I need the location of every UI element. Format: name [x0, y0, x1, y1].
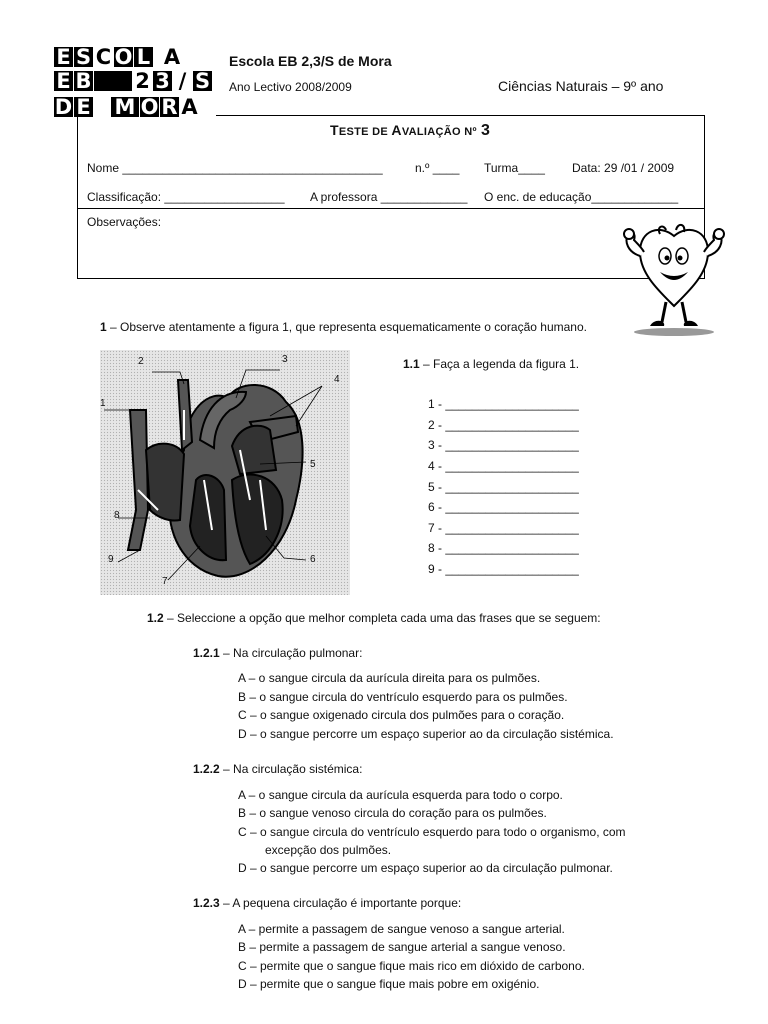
logo-letter: R	[161, 95, 178, 119]
grade-label: Classificação:	[87, 190, 162, 204]
option-b[interactable]: B – o sangue venoso circula do coração para os pulmões.	[238, 806, 547, 820]
logo-letter: C	[95, 45, 112, 69]
legend-line-8[interactable]: 8 - ____________________	[428, 541, 579, 555]
logo-letter: D	[54, 95, 73, 119]
question-1-1	[403, 357, 579, 371]
legend-line-4[interactable]: 4 - ____________________	[428, 459, 579, 473]
question-text: – Na circulação pulmonar:	[219, 646, 363, 660]
option-d[interactable]: D – o sangue percorre um espaço superior ao da circulação sistémica.	[238, 727, 614, 741]
figure-label-6: 6	[310, 554, 316, 565]
question-number: 1	[100, 320, 107, 334]
logo-letter: M	[111, 97, 139, 117]
legend-line-7[interactable]: 7 - ____________________	[428, 521, 579, 535]
option-b[interactable]: B – o sangue circula do ventrículo esquerdo para os pulmões.	[238, 690, 568, 704]
guardian-field[interactable]: O enc. de educação_____________	[484, 190, 679, 204]
question-1-2-2	[193, 762, 362, 776]
figure-label-1: 1	[100, 398, 106, 409]
logo-letter: A	[154, 47, 190, 67]
grade-blank: __________________	[161, 190, 285, 204]
option-a[interactable]: A – o sangue circula da aurícula esquerda para todo o corpo.	[238, 788, 563, 802]
question-number: 1.2.1	[193, 646, 220, 660]
legend-line-1[interactable]: 1 - ____________________	[428, 397, 579, 411]
option-c-continuation: excepção dos pulmões.	[265, 843, 392, 857]
title-part: º	[472, 126, 477, 138]
question-1-2	[147, 611, 601, 625]
option-b[interactable]: B – permite a passagem de sangue arterial a sangue venoso.	[238, 940, 566, 954]
heart-mascot-icon	[620, 222, 728, 340]
test-title	[330, 122, 490, 140]
date-field: Data: 29 /01 / 2009	[572, 161, 675, 175]
figure-label-5: 5	[310, 459, 316, 470]
question-1-2-1	[193, 646, 362, 660]
heart-figure	[100, 350, 350, 595]
option-c[interactable]: C – permite que o sangue fique mais rico em dióxido de carbono.	[238, 959, 585, 973]
number-field[interactable]: n.º ____	[415, 161, 460, 175]
teacher-field[interactable]: A professora _____________	[310, 190, 468, 204]
figure-label-9: 9	[108, 554, 114, 565]
option-d[interactable]: D – permite que o sangue fique mais pobre em oxigénio.	[238, 977, 540, 991]
legend-line-9[interactable]: 9 - ____________________	[428, 562, 579, 576]
title-part: ESTE DE	[338, 126, 392, 138]
option-c[interactable]: C – o sangue oxigenado circula dos pulmões para o coração.	[238, 708, 565, 722]
logo-letter: L	[134, 47, 153, 67]
question-number: 1.1	[403, 357, 420, 371]
question-text: – Faça a legenda da figura 1.	[419, 357, 580, 371]
logo-row-3	[54, 97, 200, 117]
logo-letter: B	[75, 69, 92, 93]
test-number: 3	[480, 122, 491, 139]
logo-letter: E	[54, 47, 73, 67]
observations-label: Observações:	[87, 215, 162, 229]
question-text: – A pequena circulação é importante porque:	[219, 896, 462, 910]
question-number: 1.2	[147, 611, 164, 625]
school-year: Ano Lectivo 2008/2009	[229, 80, 352, 94]
option-c[interactable]: C – o sangue circula do ventrículo esquerdo para todo o organismo, com	[238, 825, 626, 839]
logo-letter: 3	[153, 71, 172, 91]
logo-letter: E	[54, 71, 73, 91]
legend-line-2[interactable]: 2 - ____________________	[428, 418, 579, 432]
school-name: Escola EB 2,3/S de Mora	[229, 53, 392, 69]
class-field[interactable]: Turma____	[484, 161, 545, 175]
figure-label-4: 4	[334, 374, 340, 385]
box-divider	[77, 208, 705, 209]
title-part: VALIAÇÃO N	[401, 126, 473, 138]
question-1	[100, 320, 587, 334]
logo-letter: O	[114, 45, 133, 69]
logo-row-2	[54, 71, 213, 91]
logo-letter: E	[74, 97, 93, 117]
logo-letter: 2	[133, 71, 152, 91]
question-text: – Observe atentamente a figura 1, que representa esquematicamente o coração humano.	[106, 320, 587, 334]
question-text: – Seleccione a opção que melhor completa cada uma das frases que se seguem:	[163, 611, 601, 625]
figure-label-8: 8	[114, 510, 120, 521]
legend-line-3[interactable]: 3 - ____________________	[428, 438, 579, 452]
option-a[interactable]: A – o sangue circula da aurícula direita para os pulmões.	[238, 671, 541, 685]
figure-label-2: 2	[138, 356, 144, 367]
subject-title: Ciências Naturais – 9º ano	[498, 78, 664, 94]
question-1-2-3	[193, 896, 461, 910]
question-text: – Na circulação sistémica:	[219, 762, 363, 776]
option-d[interactable]: D – o sangue percorre um espaço superior ao da circulação pulmonar.	[238, 861, 613, 875]
logo-letter: O	[140, 95, 159, 119]
legend-line-6[interactable]: 6 - ____________________	[428, 500, 579, 514]
logo-letter: S	[194, 69, 211, 93]
name-field[interactable]: Nome _______________________________________	[87, 161, 383, 175]
logo-letter	[94, 71, 132, 91]
figure-label-3: 3	[282, 354, 288, 365]
logo-letter: S	[75, 45, 92, 69]
logo-letter: /	[173, 71, 192, 91]
legend-line-5[interactable]: 5 - ____________________	[428, 480, 579, 494]
title-part: A	[391, 122, 402, 138]
option-a[interactable]: A – permite a passagem de sangue venoso a sangue arterial.	[238, 922, 565, 936]
question-number: 1.2.3	[193, 896, 220, 910]
title-part: T	[330, 122, 339, 138]
school-logo	[54, 47, 214, 119]
logo-letter: A	[181, 95, 198, 119]
grade-field[interactable]	[87, 190, 285, 204]
logo-gap	[94, 97, 110, 117]
logo-row-1	[54, 47, 191, 67]
figure-label-7: 7	[162, 576, 168, 587]
question-number: 1.2.2	[193, 762, 220, 776]
